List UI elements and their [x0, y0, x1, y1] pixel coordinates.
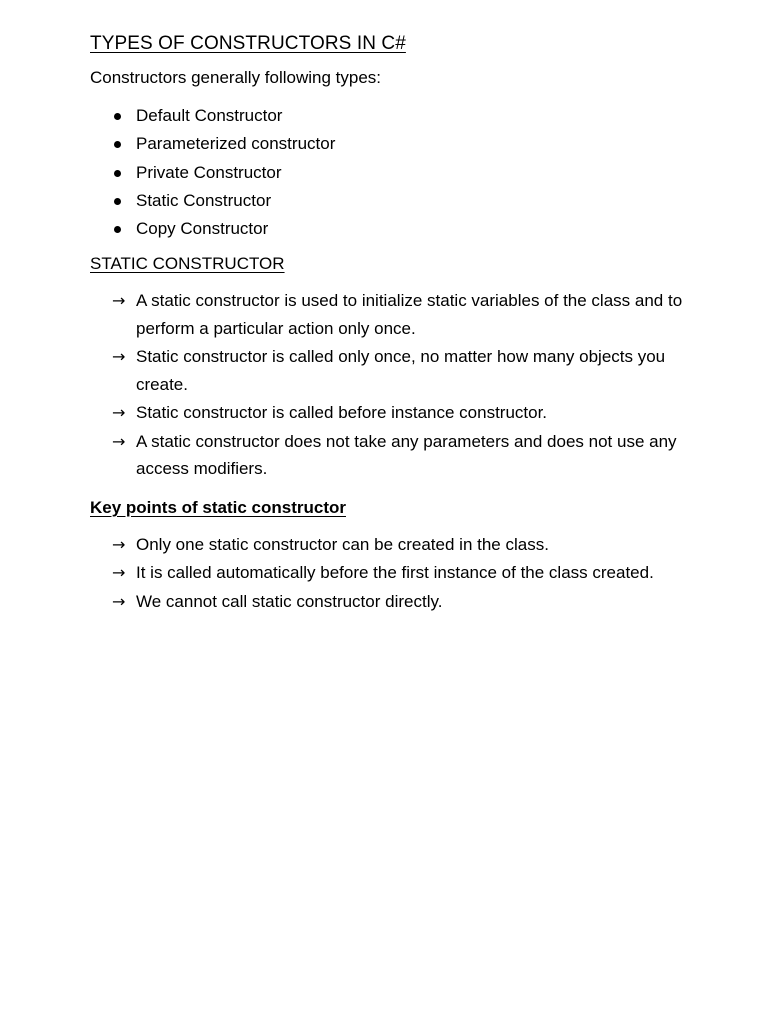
list-item	[90, 531, 690, 559]
list-item	[90, 130, 690, 158]
static-constructor-points	[90, 287, 690, 483]
list-item	[90, 588, 690, 616]
list-item-text: Only one static constructor can be created in the class.	[136, 534, 549, 554]
constructor-types-list	[90, 102, 690, 243]
list-item-text: A static constructor does not take any parameters and does not use any access modifiers.	[136, 431, 677, 479]
list-item-label: Copy Constructor	[136, 219, 269, 239]
document-title: TYPES OF CONSTRUCTORS IN C#	[90, 33, 406, 54]
arrow-right-icon: →	[112, 591, 126, 611]
key-points-heading: Key points of static constructor	[90, 497, 346, 517]
list-item	[90, 159, 690, 187]
list-item-label: Private Constructor	[136, 162, 282, 182]
arrow-right-icon: →	[112, 534, 126, 554]
list-item-label: Default Constructor	[136, 106, 283, 125]
list-item-text: It is called automatically before the first instance of the class created.	[136, 563, 654, 583]
list-item	[90, 187, 690, 215]
bullet-icon	[114, 226, 121, 233]
intro-text: Constructors generally following types:	[90, 68, 382, 87]
list-item-label: Parameterized constructor	[136, 134, 336, 154]
arrow-right-icon: →	[112, 403, 126, 423]
arrow-right-icon: →	[112, 291, 126, 311]
list-item-text: Static constructor is called before instance constructor.	[136, 403, 548, 423]
list-item	[90, 399, 690, 427]
list-item-text: A static constructor is used to initialize static variables of the class and to perform a particular action only once.	[136, 291, 683, 338]
bullet-icon	[114, 141, 121, 148]
list-item	[90, 102, 690, 130]
bullet-icon	[114, 198, 121, 205]
list-item-text: We cannot call static constructor directly.	[136, 591, 443, 611]
arrow-right-icon: →	[112, 563, 126, 583]
bullet-icon	[114, 170, 121, 177]
list-item	[90, 559, 690, 587]
document-page	[90, 30, 690, 616]
list-item	[90, 428, 690, 483]
bullet-icon	[114, 113, 121, 120]
list-item	[90, 215, 690, 243]
list-item-text: Static constructor is called only once, no matter how many objects you create.	[136, 347, 666, 394]
static-constructor-heading: STATIC CONSTRUCTOR	[90, 254, 285, 274]
list-item	[90, 287, 690, 342]
list-item-label: Static Constructor	[136, 190, 272, 210]
list-item	[90, 343, 690, 398]
key-points-list	[90, 531, 690, 616]
arrow-right-icon: →	[112, 347, 126, 367]
arrow-right-icon: →	[112, 431, 126, 451]
